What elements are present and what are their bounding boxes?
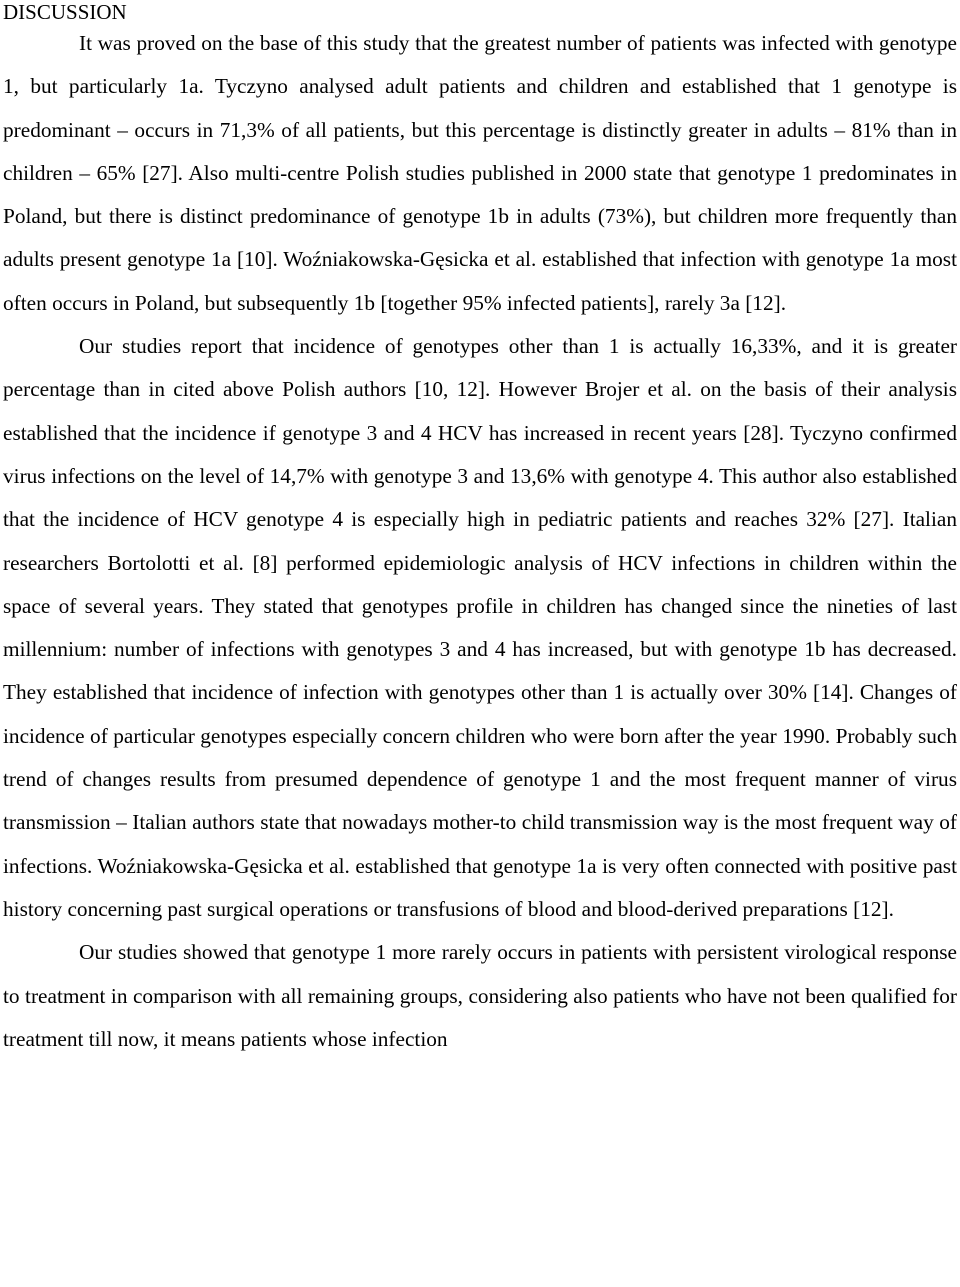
paragraph-other-genotypes: Our studies report that incidence of genotypes other than 1 is actually 16,33%, and it is greater percentage than in cited above Polish authors [10, 12]. However Brojer et al. on the basis of their analysis established that the incidence if genotype 3 and 4 HCV has increased in recent years [28]. Tyczyno confirmed virus infections on the level of 14,7% with genotype 3 and 13,6% with genotype 4. This author also established that the incidence of HCV genotype 4 is especially high in pediatric patients and reaches 32% [27]. Italian researchers Bortolotti et al. [8] performed epidemiologic analysis of HCV infections in children within the space of several years. They stated that genotypes profile in children has changed since the nineties of last millennium: number of infections with genotypes 3 and 4 has increased, but with genotype 1b has decreased. They established that incidence of infection with genotypes other than 1 is actually over 30% [14]. Changes of incidence of particular genotypes especially concern children who were born after the year 1990. Probably such trend of changes results from presumed dependence of genotype 1 and the most frequent manner of virus transmission – Italian authors state that nowadays mother-to child transmission way is the most frequent way of infections. Woźniakowska-Gęsicka et al. established that genotype 1a is very often connected with positive past history concerning past surgical operations or transfusions of blood and blood-derived preparations [12]. xyxy=(3,334,957,921)
paragraph-genotype-prevalence: It was proved on the base of this study that the greatest number of patients was infected with genotype 1, but particularly 1a. Tyczyno analysed adult patients and children and established that 1 genotype is predominant – occurs in 71,3% of all patients, but this percentage is distinctly greater in adults – 81% than in children – 65% [27]. Also multi-centre Polish studies published in 2000 state that genotype 1 predominates in Poland, but there is distinct predominance of genotype 1b in adults (73%), but children more frequently than adults present genotype 1a [10]. Woźniakowska-Gęsicka et al. established that infection with genotype 1a most often occurs in Poland, but subsequently 1b [together 95% infected patients], rarely 3a [12]. xyxy=(3,31,957,315)
document-page xyxy=(3,0,957,1061)
section-heading: DISCUSSION xyxy=(3,0,127,24)
paragraph-treatment-response: Our studies showed that genotype 1 more rarely occurs in patients with persistent virological response to treatment in comparison with all remaining groups, considering also patients who have not been qualified for treatment till now, it means patients whose infection xyxy=(3,940,957,1051)
